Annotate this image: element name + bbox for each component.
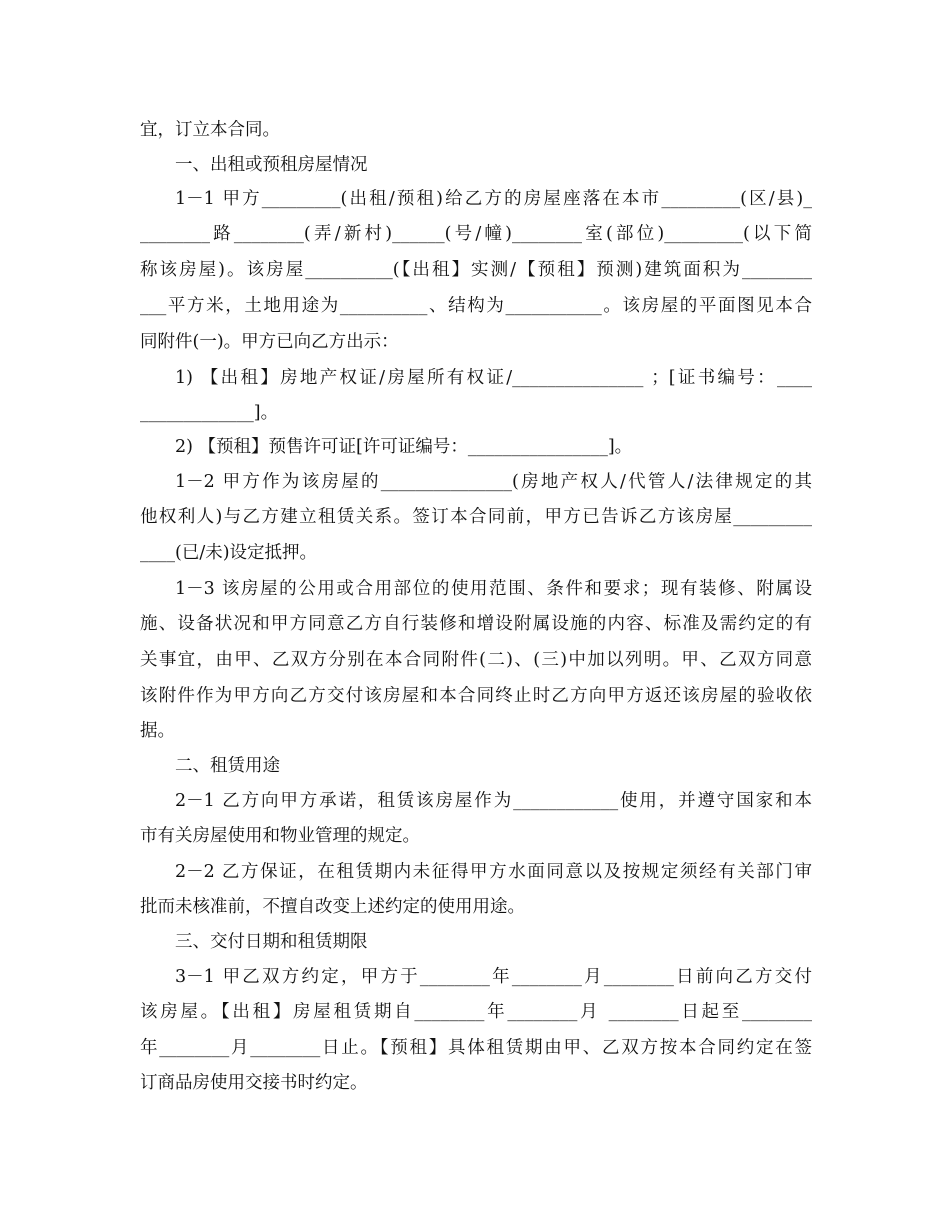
text-line: 关事宜，由甲、乙双方分别在本合同附件(二)、(三)中加以列明。甲、乙双方同意: [140, 650, 812, 670]
text-line: ________路________(弄/新村)______(号/幢)________室(部位)_________(以下简: [140, 224, 812, 244]
text-line: 1－1 甲方_________(出租/预租)给乙方的房屋座落在本市_________(区/县)_: [175, 189, 812, 209]
text-line: 称该房屋)。该房屋__________(【出租】实测/【预租】预测)建筑面积为________: [140, 260, 812, 280]
text-line: 1－2 甲方作为该房屋的_______________(房地产权人/代管人/法律规定的其: [175, 472, 812, 492]
text-line: 据。: [140, 721, 175, 741]
text-line: ___平方米，土地用途为__________、结构为___________。该房屋的平面图见本合: [140, 296, 812, 316]
text-line: 订商品房使用交接书时约定。: [140, 1073, 368, 1093]
text-line: 2－1 乙方向甲方承诺，租赁该房屋作为____________使用，并遵守国家和本: [175, 791, 812, 811]
text-line: 市有关房屋使用和物业管理的规定。: [140, 826, 420, 846]
text-line: 3－1 甲乙双方约定，甲方于________年________月________日前向乙方交付: [175, 967, 812, 987]
section-heading: 二、租赁用途: [175, 756, 280, 776]
section-heading: 一、出租或预租房屋情况: [175, 155, 368, 175]
text-line: 批而未核准前，不擅自改变上述约定的使用用途。: [140, 897, 525, 917]
text-line: ____(已/未)设定抵押。: [140, 543, 318, 563]
text-line: 宜，订立本合同。: [140, 120, 280, 140]
text-line: _____________]。: [140, 403, 279, 423]
text-line: 2－2 乙方保证，在租赁期内未征得甲方水面同意以及按规定须经有关部门审: [175, 862, 812, 882]
text-line: 该附件作为甲方向乙方交付该房屋和本合同终止时乙方向甲方返还该房屋的验收依: [140, 686, 812, 706]
text-line: 施、设备状况和甲方同意乙方自行装修和增设附属设施的内容、标准及需约定的有: [140, 614, 812, 634]
text-line: 1) 【出租】房地产权证/房屋所有权证/_______________ ；[证书编号：____: [175, 368, 812, 388]
text-line: 年________月________日止。【预租】具体租赁期由甲、乙双方按本合同约定在签: [140, 1038, 812, 1058]
text-line: 2) 【预租】预售许可证[许可证编号：________________]。: [175, 437, 633, 457]
text-line: 1－3 该房屋的公用或合用部位的使用范围、条件和要求；现有装修、附属设: [175, 579, 812, 599]
section-heading: 三、交付日期和租赁期限: [175, 932, 368, 952]
text-line: 他权利人)与乙方建立租赁关系。签订本合同前，甲方已告诉乙方该房屋_________: [140, 507, 812, 527]
text-line: 同附件(一)。甲方已向乙方出示：: [140, 332, 399, 352]
text-line: 该房屋。【出租】房屋租赁期自________年________月 ________日起至________: [140, 1002, 812, 1022]
